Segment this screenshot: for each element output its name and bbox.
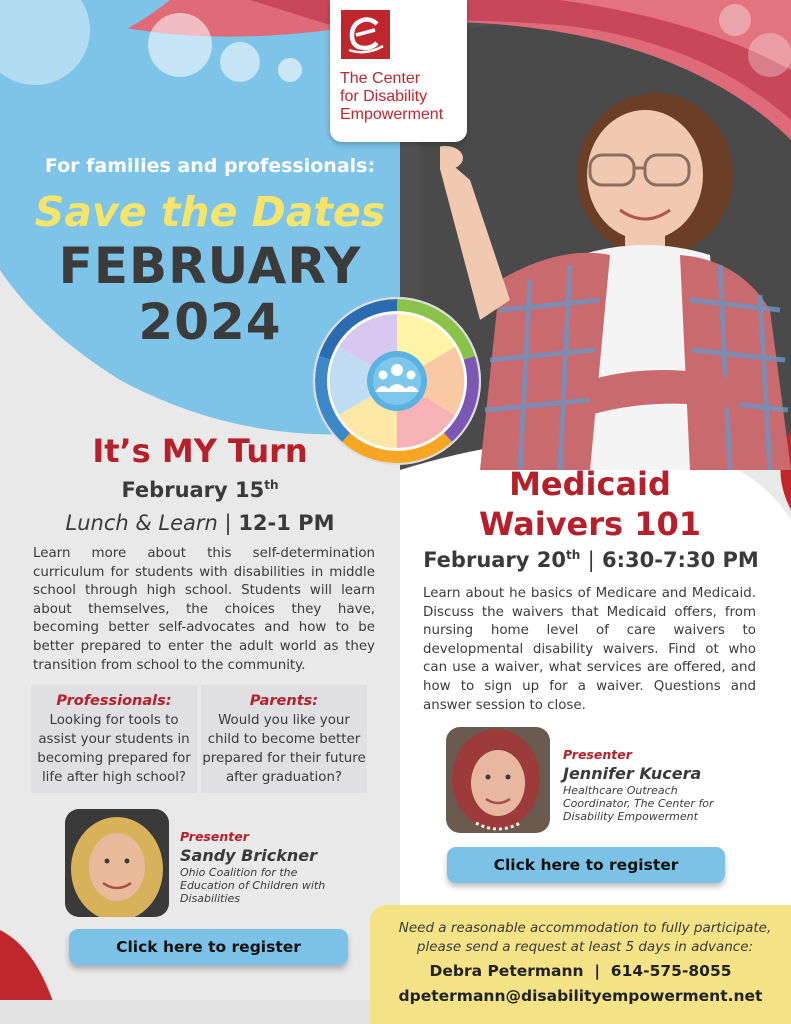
org-name [340,70,465,124]
presenter2-label: Presenter [563,747,632,762]
event1-description: Learn more about this self-determination curriculum for students with disabilities in middle school through high school. Students will learn about themselves, the choices they have, becoming better self-advocates and how to be better prepared to enter the adult world as they transition from school to the community. [33,546,375,673]
event2-date-day: February 20 [423,548,567,572]
professionals-box [31,685,197,793]
event1-time-line [20,511,380,535]
accommodation-note [380,919,790,957]
parents-box [201,685,367,793]
save-the-dates-heading: Save the Dates [34,188,386,236]
event1-title: It’s MY Turn [92,432,308,470]
accommodation-note-line2: please send a request at least 5 days in advance: [416,939,754,955]
parents-heading: Parents: [249,693,319,709]
event1-date-suffix: th [264,478,279,492]
event2-date-suffix: th [566,548,581,562]
presenter2-name: Jennifer Kucera [563,764,702,783]
event1-format: Lunch & Learn [65,511,218,535]
presenter1-name: Sandy Brickner [180,846,317,865]
event2-description: Learn about he basics of Medicare and Medicaid. Discuss the waivers that Medicaid offers, from nursing home level of care waivers to developmental disability waivers. Find ot who can use a waiver, what services are offered, and how to sign up for a waiver. Questions and answer session to close. [423,586,756,713]
event2-date-time [406,548,776,572]
event1-separator: | [224,511,232,535]
accommodation-footer [370,905,791,1024]
presenter1-org: Ohio Coalition for the Education of Children with Disabilities [180,866,326,905]
event2-title-line2: Waivers 101 [478,505,702,543]
event2-separator: | [587,548,595,572]
presenter1-label: Presenter [180,829,249,844]
event1-register-button[interactable]: Click here to register [69,929,348,965]
org-logo [330,0,467,142]
year-text: 2024 [138,293,282,351]
event1-date [20,478,380,502]
parents-text: Would you like your child to become better prepared for their future after graduation? [202,713,366,785]
org-name-line2: for Disability [340,88,428,105]
month-text: FEBRUARY [58,237,362,295]
presenter1-avatar [65,809,169,917]
event1-time: 12-1 PM [238,511,335,535]
org-name-line1: The Center [340,70,421,87]
event2-title-line1: Medicaid [509,465,671,503]
contact-email-link[interactable]: dpetermann@disabilityempowerment.net [398,987,763,1005]
stylized-e-logo-icon [341,10,390,59]
professionals-heading: Professionals: [56,693,172,709]
event2-time: 6:30-7:30 PM [602,548,759,572]
org-name-line3: Empowerment [340,106,444,123]
event1-date-day: February 15 [121,478,265,502]
audience-eyebrow: For families and professionals: [44,155,376,177]
contact-name-phone: Debra Petermann | 614-575-8055 [429,962,732,980]
accommodation-note-line1: Need a reasonable accommodation to fully participate, [398,920,772,936]
professionals-text: Looking for tools to assist your students in becoming prepared for life after high school? [37,713,191,785]
event2-register-button[interactable]: Click here to register [447,847,725,883]
student-photo [440,50,791,470]
presenter2-role: Healthcare Outreach Coordinator, The Center for Disability Empowerment [563,784,714,823]
event2-title [410,464,770,544]
presenter2-avatar [446,727,550,833]
